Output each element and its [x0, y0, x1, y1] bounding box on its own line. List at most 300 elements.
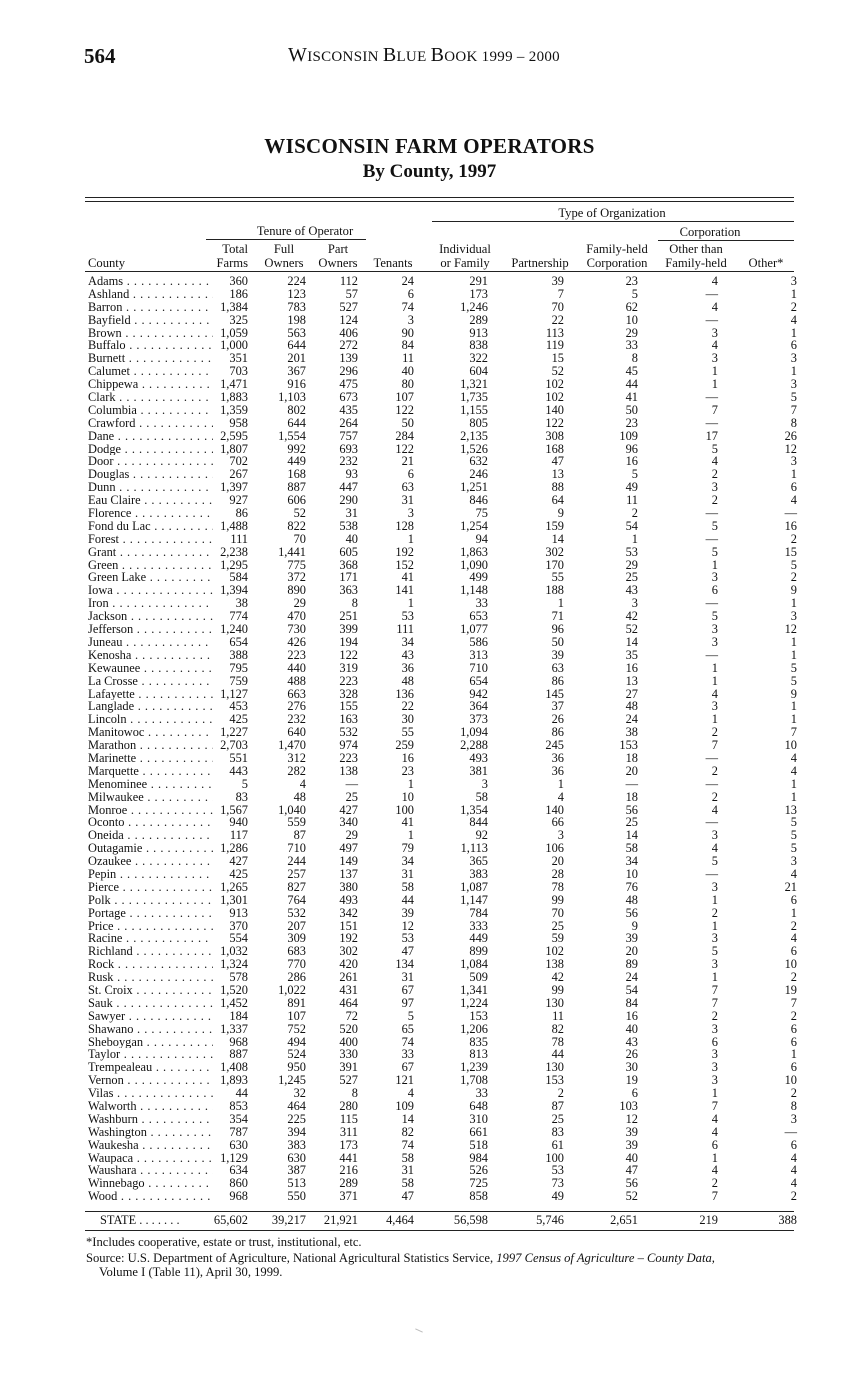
county-name: Dodge . . .	[88, 443, 213, 456]
county-name: Winnebago . . .	[88, 1177, 213, 1190]
cell-total: 853	[229, 1099, 248, 1113]
cell-tenants: 31	[401, 970, 414, 985]
cell-tenants: 21	[401, 454, 414, 469]
table-row	[0, 1177, 859, 1190]
table-row	[0, 894, 859, 907]
table-row	[0, 842, 859, 855]
cell-total: 1,359	[220, 402, 248, 417]
cell-individual: 499	[469, 570, 488, 585]
cell-other-corp: 3	[711, 570, 718, 585]
cell-family: 18	[625, 750, 638, 765]
cell-family: 44	[625, 377, 638, 392]
cell-full: 822	[287, 518, 306, 533]
cell-family: 26	[625, 1047, 638, 1062]
cell-other: 4	[790, 493, 797, 508]
cell-individual: 373	[469, 712, 488, 727]
cell-part: 115	[339, 1111, 358, 1126]
cell-other-corp: 5	[711, 544, 718, 559]
header-corporation: Corporation	[679, 225, 741, 239]
cell-total: 940	[229, 815, 248, 830]
cell-other-corp: 3	[711, 957, 718, 972]
cell-total: 1,032	[220, 944, 248, 959]
cell-total: 1,394	[220, 583, 248, 598]
cell-other: 26	[784, 428, 797, 443]
cell-part: 25	[345, 789, 358, 804]
cell-partnership: 100	[545, 1150, 564, 1165]
cell-partnership: 49	[551, 1189, 564, 1204]
cell-other: 4	[790, 750, 797, 765]
table-row	[0, 610, 859, 623]
table-row	[0, 559, 859, 572]
cell-other-corp: 3	[711, 1060, 718, 1075]
cell-total: 184	[229, 1008, 248, 1023]
cell-part: 216	[339, 1163, 358, 1178]
cell-part: 406	[339, 325, 358, 340]
cell-total: 927	[229, 493, 248, 508]
cell-partnership: 44	[551, 1047, 564, 1062]
cell-tenants: 31	[401, 866, 414, 881]
cell-part: 72	[345, 1008, 358, 1023]
cell-part: 264	[339, 415, 358, 430]
cell-family: 54	[625, 982, 638, 997]
cell-part: 420	[339, 957, 358, 972]
cell-other-corp: 7	[711, 995, 718, 1010]
table-row	[0, 1113, 859, 1126]
cell-full: 387	[287, 1163, 306, 1178]
cell-total: 1,227	[220, 725, 248, 740]
cell-partnership: 70	[551, 299, 564, 314]
cell-family: —	[625, 776, 638, 791]
table-row	[0, 868, 859, 881]
cell-individual: 846	[469, 493, 488, 508]
cell-family: 25	[625, 570, 638, 585]
cell-other: —	[784, 1124, 797, 1139]
cell-full: 70	[293, 531, 306, 546]
cell-individual: 33	[475, 596, 488, 611]
cell-tenants: 47	[401, 944, 414, 959]
cell-family: 12	[625, 1111, 638, 1126]
cell-other-corp: 5	[711, 609, 718, 624]
cell-individual: 835	[469, 1034, 488, 1049]
cell-tenants: 58	[401, 879, 414, 894]
cell-total: 427	[229, 854, 248, 869]
cell-tenants: 12	[401, 918, 414, 933]
cell-tenants: 58	[401, 1176, 414, 1191]
cell-tenants: 43	[401, 647, 414, 662]
cell-other: 4	[790, 866, 797, 881]
cell-other-corp: 2	[711, 467, 718, 482]
cell-part: 475	[339, 377, 358, 392]
cell-part: 290	[339, 493, 358, 508]
cell-partnership: 113	[545, 325, 564, 340]
cell-full: 1,040	[278, 802, 306, 817]
cell-individual: 2,288	[460, 738, 488, 753]
cell-partnership: 70	[551, 905, 564, 920]
county-name: Grant . . .	[88, 546, 213, 559]
cell-part: 520	[339, 1021, 358, 1036]
cell-tenants: 31	[401, 493, 414, 508]
table-row	[0, 1126, 859, 1139]
header-tenants: Tenants	[373, 256, 413, 270]
cell-individual: 509	[469, 970, 488, 985]
cell-individual: 1,708	[460, 1073, 488, 1088]
cell-part: 173	[339, 1137, 358, 1152]
cell-full: 107	[287, 1008, 306, 1023]
cell-tenants: 1	[407, 596, 414, 611]
cell-other-corp: —	[705, 531, 718, 546]
cell-other-corp: 7	[711, 982, 718, 997]
cell-full: 563	[287, 325, 306, 340]
cell-total: 554	[229, 931, 248, 946]
table-row	[0, 1074, 859, 1087]
cell-other: 4	[790, 931, 797, 946]
county-name: Crawford . . .	[88, 417, 213, 430]
cell-partnership: 73	[551, 1176, 564, 1191]
cell-partnership: 1	[557, 776, 564, 791]
cell-family: 52	[625, 622, 638, 637]
cell-part: 538	[339, 518, 358, 533]
cell-other-corp: 4	[711, 1163, 718, 1178]
county-name: Menominee . . .	[88, 778, 213, 791]
cell-total: 1,384	[220, 299, 248, 314]
cell-part: 342	[339, 905, 358, 920]
cell-individual: 1,735	[460, 390, 488, 405]
cell-other-corp: 3	[711, 931, 718, 946]
cell-other: 2	[790, 1008, 797, 1023]
cell-full: 464	[287, 1099, 306, 1113]
table-row	[0, 430, 859, 443]
cell-full: 383	[287, 1137, 306, 1152]
table-row	[0, 920, 859, 933]
cell-individual: 1,084	[460, 957, 488, 972]
cell-other: 12	[784, 622, 797, 637]
cell-total: 1,488	[220, 518, 248, 533]
cell-total: 1,408	[220, 1060, 248, 1075]
cell-total: 1,240	[220, 622, 248, 637]
cell-family: 25	[625, 815, 638, 830]
cell-total: 186	[229, 286, 248, 301]
cell-individual: 246	[469, 467, 488, 482]
table-row	[0, 1087, 859, 1100]
cell-full: 764	[287, 892, 306, 907]
county-name: St. Croix . . .	[88, 984, 213, 997]
cell-family: 53	[625, 544, 638, 559]
cell-full: 276	[287, 699, 306, 714]
cell-other-corp: 2	[711, 905, 718, 920]
county-name: Vilas . . .	[88, 1087, 213, 1100]
table-row	[0, 571, 859, 584]
table-row	[0, 468, 859, 481]
county-name: Wood . . .	[88, 1190, 213, 1203]
cell-total: 1,397	[220, 480, 248, 495]
cell-family: 39	[625, 1137, 638, 1152]
cell-tenants: 36	[401, 660, 414, 675]
cell-individual: 1,863	[460, 544, 488, 559]
cell-other: 21	[784, 879, 797, 894]
county-name: Jackson . . .	[88, 610, 213, 623]
cell-individual: 153	[469, 1008, 488, 1023]
cell-full: 640	[287, 725, 306, 740]
cell-total: 1,301	[220, 892, 248, 907]
county-name: Dunn . . .	[88, 481, 213, 494]
cell-full: 992	[287, 441, 306, 456]
cell-full: 1,103	[278, 390, 306, 405]
cell-family: 30	[625, 1060, 638, 1075]
cell-tenants: 65	[401, 1021, 414, 1036]
cell-other-corp: 1	[711, 673, 718, 688]
cell-family: 24	[625, 970, 638, 985]
table-row	[0, 455, 859, 468]
cell-other: 5	[790, 815, 797, 830]
cell-tenants: 63	[401, 480, 414, 495]
cell-other-corp: 1	[711, 970, 718, 985]
top-rule	[85, 197, 794, 198]
cell-other-corp: 1	[711, 557, 718, 572]
cell-full: 32	[293, 1086, 306, 1101]
cell-total: 388	[229, 647, 248, 662]
table-row	[0, 984, 859, 997]
cell-other: 15	[784, 544, 797, 559]
table-row	[0, 958, 859, 971]
table-row	[0, 546, 859, 559]
cell-total: 634	[229, 1163, 248, 1178]
cell-partnership: 168	[545, 441, 564, 456]
cell-partnership: 99	[551, 892, 564, 907]
cell-partnership: 88	[551, 480, 564, 495]
cell-family: 89	[625, 957, 638, 972]
cell-individual: 289	[469, 312, 488, 327]
cell-full: 783	[287, 299, 306, 314]
cell-total: 584	[229, 570, 248, 585]
cell-total: 325	[229, 312, 248, 327]
cell-individual: 2,135	[460, 428, 488, 443]
cell-family: 23	[625, 415, 638, 430]
cell-other-corp: 1	[711, 1150, 718, 1165]
cell-family: 20	[625, 944, 638, 959]
cell-other-corp: 1	[711, 892, 718, 907]
cell-other-corp: 1	[711, 377, 718, 392]
cell-part: 112	[339, 274, 358, 288]
cell-family: 35	[625, 647, 638, 662]
cell-other: 1	[790, 699, 797, 714]
cell-other-corp: 3	[711, 480, 718, 495]
cell-tenants: 50	[401, 415, 414, 430]
cell-family: 34	[625, 854, 638, 869]
cell-part: 223	[339, 750, 358, 765]
cell-other-corp: —	[705, 750, 718, 765]
cell-tenants: 34	[401, 854, 414, 869]
cell-partnership: 64	[551, 493, 564, 508]
cell-family: 39	[625, 1124, 638, 1139]
cell-other: 1	[790, 647, 797, 662]
cell-partnership: 102	[545, 944, 564, 959]
county-name: Price . . .	[88, 920, 213, 933]
county-name: Outagamie . . .	[88, 842, 213, 855]
cell-full: 1,441	[278, 544, 306, 559]
cell-individual: 1,526	[460, 441, 488, 456]
county-name: Kenosha . . .	[88, 649, 213, 662]
cell-family: 33	[625, 338, 638, 353]
cell-partnership: 302	[545, 544, 564, 559]
cell-individual: 1,147	[460, 892, 488, 907]
cell-other: 7	[790, 725, 797, 740]
cell-individual: 313	[469, 647, 488, 662]
cell-tenants: 40	[401, 364, 414, 379]
cell-tenants: 11	[402, 351, 414, 366]
cell-family: 40	[625, 1150, 638, 1165]
cell-full: 426	[287, 634, 306, 649]
county-name: Walworth . . .	[88, 1100, 213, 1113]
cell-tenants: 14	[401, 1111, 414, 1126]
cell-partnership: 53	[551, 1163, 564, 1178]
cell-total: 1,129	[220, 1150, 248, 1165]
cell-other-corp: 7	[711, 402, 718, 417]
cell-full: 1,245	[278, 1073, 306, 1088]
cell-tenants: 1	[407, 776, 414, 791]
cell-other-corp: 4	[711, 1124, 718, 1139]
cell-other: 6	[790, 480, 797, 495]
cell-part: —	[345, 776, 358, 791]
cell-other: 5	[790, 673, 797, 688]
cell-other-corp: —	[705, 647, 718, 662]
cell-family: 24	[625, 712, 638, 727]
county-name: Adams . . .	[88, 275, 213, 288]
cell-other: 3	[790, 377, 797, 392]
cell-tenants: 1	[407, 531, 414, 546]
cell-full: 683	[287, 944, 306, 959]
cell-family: 1	[631, 531, 638, 546]
cell-total: 453	[229, 699, 248, 714]
cell-part: 57	[345, 286, 358, 301]
cell-family: 58	[625, 841, 638, 856]
cell-part: 272	[339, 338, 358, 353]
cell-part: 391	[339, 1060, 358, 1075]
cell-individual: 1,113	[460, 841, 488, 856]
cell-other: 6	[790, 1021, 797, 1036]
cell-tenants: 122	[395, 441, 414, 456]
cell-other: 1	[790, 634, 797, 649]
cell-part: 124	[339, 312, 358, 327]
county-name: Sawyer . . .	[88, 1010, 213, 1023]
cell-family: 10	[625, 312, 638, 327]
cell-tenants: 141	[395, 583, 414, 598]
cell-partnership: 63	[551, 660, 564, 675]
county-name: Taylor . . .	[88, 1048, 213, 1061]
cell-other: 8	[790, 1099, 797, 1113]
cell-full: 890	[287, 583, 306, 598]
cell-family: 27	[625, 686, 638, 701]
cell-tenants: 152	[395, 557, 414, 572]
cell-individual: 632	[469, 454, 488, 469]
cell-other: 9	[790, 686, 797, 701]
cell-partnership: 130	[545, 1060, 564, 1075]
cell-family: 103	[619, 1099, 638, 1113]
cell-total: 1,286	[220, 841, 248, 856]
cell-total: 44	[235, 1086, 248, 1101]
cell-full: 710	[287, 841, 306, 856]
cell-other-corp: 7	[711, 1099, 718, 1113]
county-name: Brown . . .	[88, 327, 213, 340]
cell-full: 494	[287, 1034, 306, 1049]
cell-other: 3	[790, 351, 797, 366]
cell-individual: 1,087	[460, 879, 488, 894]
cell-part: 138	[339, 763, 358, 778]
cell-total: 351	[229, 351, 248, 366]
cell-tenants: 30	[401, 712, 414, 727]
cell-full: 372	[287, 570, 306, 585]
cell-individual: 942	[469, 686, 488, 701]
county-name: Waushara . . .	[88, 1164, 213, 1177]
cell-other: 1	[790, 712, 797, 727]
cell-other-corp: —	[705, 866, 718, 881]
cell-tenants: 67	[401, 1060, 414, 1075]
cell-other: 1	[790, 467, 797, 482]
cell-other-corp: 2	[711, 1008, 718, 1023]
cell-total: 83	[235, 789, 248, 804]
cell-individual: 844	[469, 815, 488, 830]
cell-full: 48	[293, 789, 306, 804]
table-row	[0, 778, 859, 791]
cell-total: 360	[229, 274, 248, 288]
cell-full: 770	[287, 957, 306, 972]
cell-tenants: 22	[401, 699, 414, 714]
cell-other-corp: —	[705, 506, 718, 521]
cell-other-corp: 5	[711, 944, 718, 959]
cell-total: 703	[229, 364, 248, 379]
header-county: County	[88, 256, 126, 270]
cell-part: 151	[339, 918, 358, 933]
cell-other-corp: 3	[711, 351, 718, 366]
cell-total: 425	[229, 866, 248, 881]
county-name: Green . . .	[88, 559, 213, 572]
cell-total: 1,883	[220, 390, 248, 405]
page-header	[84, 44, 799, 74]
cell-other-corp: —	[705, 312, 718, 327]
table-title: WISCONSIN FARM OPERATORS	[264, 134, 595, 158]
cell-total: 1,567	[220, 802, 248, 817]
cell-partnership: 130	[545, 995, 564, 1010]
cell-family: 56	[625, 1176, 638, 1191]
cell-other-corp: 4	[711, 841, 718, 856]
cell-total: 354	[229, 1111, 248, 1126]
cell-full: 606	[287, 493, 306, 508]
cell-partnership: 50	[551, 634, 564, 649]
county-name: Trempealeau . . .	[88, 1061, 213, 1074]
cell-tenants: 58	[401, 1150, 414, 1165]
cell-family: 8	[631, 351, 638, 366]
cell-partnership: 153	[545, 1073, 564, 1088]
cell-part: 435	[339, 402, 358, 417]
cell-partnership: 9	[557, 506, 564, 521]
cell-total: 630	[229, 1137, 248, 1152]
cell-family: 14	[625, 828, 638, 843]
total-rule	[85, 1211, 794, 1212]
cell-partnership: 245	[545, 738, 564, 753]
cell-part: 155	[339, 699, 358, 714]
table-row	[0, 907, 859, 920]
cell-partnership: 3	[557, 828, 564, 843]
cell-part: 340	[339, 815, 358, 830]
county-name: Polk . . .	[88, 894, 213, 907]
cell-tenants: 33	[401, 1047, 414, 1062]
cell-partnership: 55	[551, 570, 564, 585]
cell-other: 2	[790, 570, 797, 585]
county-name: Pierce . . .	[88, 881, 213, 894]
cell-partnership: 25	[551, 918, 564, 933]
cell-other-corp: —	[705, 390, 718, 405]
table-row	[0, 1023, 859, 1036]
cell-full: 286	[287, 970, 306, 985]
